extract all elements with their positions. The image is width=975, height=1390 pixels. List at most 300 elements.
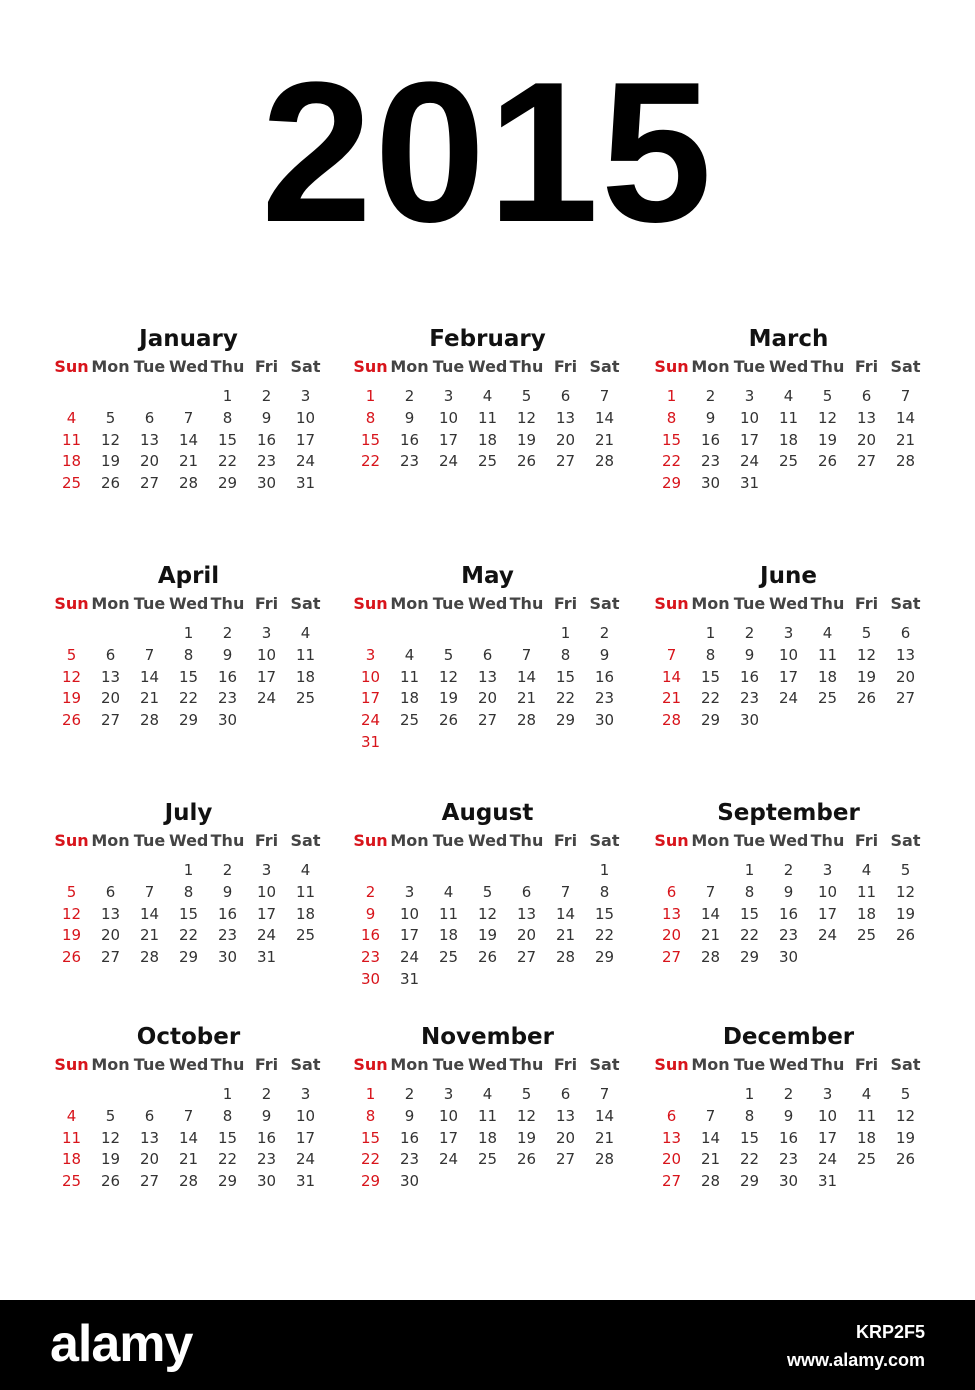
day-cell: 24	[438, 1150, 459, 1169]
weekday-header: Fri	[854, 594, 879, 613]
month-march	[652, 326, 925, 495]
day-cell: 3	[365, 645, 376, 664]
day-cell: 2	[744, 624, 755, 642]
day-cell: 3	[783, 624, 794, 642]
day-cell: 29	[360, 1172, 381, 1191]
day-cell: 8	[560, 645, 571, 664]
weekday-header: Thu	[210, 1055, 245, 1074]
day-cell: 26	[100, 1172, 121, 1191]
day-cell: 13	[516, 904, 537, 923]
month-july	[52, 800, 325, 969]
month-january	[52, 326, 325, 495]
month-title: December	[722, 1024, 855, 1050]
weekday-header: Sat	[890, 594, 921, 613]
month-grid	[652, 830, 925, 969]
month-grid	[52, 356, 325, 495]
month-title: March	[748, 326, 829, 352]
empty-cell	[351, 623, 390, 645]
day-cell: 1	[183, 861, 194, 879]
day-cell: 23	[778, 926, 799, 945]
day-cell: 15	[594, 904, 615, 923]
day-cell: 14	[700, 904, 721, 923]
day-cell: 28	[178, 1172, 199, 1191]
day-cell: 2	[705, 387, 716, 405]
empty-cell	[52, 860, 91, 882]
day-cell: 7	[705, 882, 716, 901]
day-cell: 14	[178, 430, 199, 449]
day-cell: 22	[700, 689, 721, 708]
day-cell: 7	[144, 645, 155, 664]
empty-cell	[691, 860, 730, 882]
day-cell: 17	[256, 667, 277, 686]
day-cell: 27	[555, 452, 576, 471]
day-cell: 27	[477, 711, 498, 730]
day-cell: 23	[217, 689, 238, 708]
day-cell: 7	[183, 408, 194, 427]
empty-cell	[91, 386, 130, 408]
weekday-header: Thu	[810, 594, 845, 613]
day-cell: 2	[783, 861, 794, 879]
day-cell: 28	[555, 948, 576, 967]
empty-cell	[429, 860, 468, 882]
day-cell: 26	[61, 711, 82, 730]
weekday-header: Fri	[854, 1055, 879, 1074]
empty-cell	[691, 1084, 730, 1106]
weekday-header: Fri	[254, 357, 279, 376]
day-cell: 24	[438, 452, 459, 471]
day-cell: 19	[100, 1150, 121, 1169]
day-cell: 17	[438, 430, 459, 449]
day-cell: 1	[666, 387, 677, 405]
day-cell: 9	[783, 882, 794, 901]
day-cell: 19	[856, 667, 877, 686]
day-cell: 29	[178, 711, 199, 730]
day-cell: 10	[399, 904, 420, 923]
day-cell: 31	[360, 732, 381, 751]
weekday-header: Fri	[254, 1055, 279, 1074]
day-cell: 1	[744, 861, 755, 879]
day-cell: 1	[222, 387, 233, 405]
header-gap	[52, 1076, 325, 1084]
day-cell: 13	[555, 408, 576, 427]
day-cell: 9	[404, 1106, 415, 1125]
empty-cell	[52, 1084, 91, 1106]
weekday-header: Wed	[769, 1055, 809, 1074]
header-gap	[652, 615, 925, 623]
weekday-header: Wed	[468, 831, 508, 850]
day-cell: 23	[399, 1150, 420, 1169]
day-cell: 14	[594, 408, 615, 427]
month-september	[652, 800, 925, 969]
day-cell: 24	[256, 689, 277, 708]
day-cell: 23	[217, 926, 238, 945]
weekday-header: Tue	[432, 357, 465, 376]
day-cell: 20	[477, 689, 498, 708]
day-cell: 18	[477, 430, 498, 449]
day-cell: 13	[661, 904, 682, 923]
day-cell: 2	[261, 1085, 272, 1103]
empty-cell	[130, 386, 169, 408]
day-cell: 10	[438, 1106, 459, 1125]
day-cell: 11	[477, 408, 498, 427]
weekday-header: Fri	[254, 594, 279, 613]
empty-cell	[468, 623, 507, 645]
day-cell: 31	[295, 474, 316, 493]
day-cell: 31	[399, 969, 420, 988]
day-cell: 21	[178, 1150, 199, 1169]
day-cell: 6	[105, 882, 116, 901]
day-cell: 6	[144, 408, 155, 427]
month-june	[652, 563, 925, 732]
weekday-header: Sat	[290, 594, 321, 613]
month-title: February	[429, 326, 546, 352]
day-cell: 25	[399, 711, 420, 730]
header-gap	[351, 378, 624, 386]
day-cell: 10	[438, 408, 459, 427]
day-cell: 7	[599, 1085, 610, 1103]
day-cell: 18	[856, 1128, 877, 1147]
day-cell: 6	[105, 645, 116, 664]
day-cell: 28	[594, 452, 615, 471]
day-cell: 22	[360, 452, 381, 471]
day-cell: 31	[739, 474, 760, 493]
day-cell: 7	[599, 387, 610, 405]
weekday-header: Thu	[509, 1055, 544, 1074]
day-cell: 20	[100, 926, 121, 945]
day-cell: 28	[139, 948, 160, 967]
month-grid	[52, 1054, 325, 1193]
day-cell: 18	[61, 452, 82, 471]
day-cell: 26	[61, 948, 82, 967]
day-cell: 13	[856, 408, 877, 427]
day-cell: 24	[399, 948, 420, 967]
day-cell: 10	[360, 667, 381, 686]
day-cell: 21	[594, 1128, 615, 1147]
day-cell: 13	[139, 430, 160, 449]
day-cell: 14	[516, 667, 537, 686]
day-cell: 3	[822, 861, 833, 879]
day-cell: 18	[817, 667, 838, 686]
day-cell: 2	[222, 624, 233, 642]
day-cell: 22	[217, 452, 238, 471]
weekday-header: Sat	[290, 357, 321, 376]
day-cell: 16	[700, 430, 721, 449]
day-cell: 29	[739, 948, 760, 967]
day-cell: 20	[100, 689, 121, 708]
day-cell: 24	[778, 689, 799, 708]
day-cell: 11	[295, 882, 316, 901]
weekday-header: Wed	[468, 1055, 508, 1074]
weekday-header: Sat	[589, 1055, 620, 1074]
weekday-header: Sun	[353, 831, 388, 850]
empty-cell	[91, 623, 130, 645]
empty-cell	[130, 860, 169, 882]
day-cell: 2	[404, 1085, 415, 1103]
day-cell: 11	[856, 882, 877, 901]
day-cell: 7	[560, 882, 571, 901]
weekday-header: Mon	[390, 1055, 429, 1074]
day-cell: 21	[895, 430, 916, 449]
day-cell: 4	[482, 387, 493, 405]
day-cell: 1	[183, 624, 194, 642]
month-november	[351, 1024, 624, 1193]
day-cell: 7	[900, 387, 911, 405]
day-cell: 14	[661, 667, 682, 686]
day-cell: 21	[594, 430, 615, 449]
day-cell: 6	[861, 387, 872, 405]
day-cell: 29	[217, 474, 238, 493]
day-cell: 4	[822, 624, 833, 642]
weekday-header: Fri	[553, 594, 578, 613]
day-cell: 8	[744, 882, 755, 901]
day-cell: 4	[861, 1085, 872, 1103]
day-cell: 25	[778, 452, 799, 471]
empty-cell	[130, 623, 169, 645]
day-cell: 4	[66, 1106, 77, 1125]
day-cell: 28	[700, 948, 721, 967]
day-cell: 12	[817, 408, 838, 427]
day-cell: 14	[555, 904, 576, 923]
month-grid	[351, 593, 624, 754]
day-cell: 9	[705, 408, 716, 427]
day-cell: 3	[744, 387, 755, 405]
day-cell: 11	[477, 1106, 498, 1125]
day-cell: 20	[895, 667, 916, 686]
day-cell: 16	[217, 667, 238, 686]
day-cell: 2	[404, 387, 415, 405]
day-cell: 20	[856, 430, 877, 449]
day-cell: 10	[778, 645, 799, 664]
day-cell: 22	[360, 1150, 381, 1169]
day-cell: 24	[256, 926, 277, 945]
day-cell: 22	[217, 1150, 238, 1169]
day-cell: 5	[900, 861, 911, 879]
day-cell: 9	[261, 408, 272, 427]
day-cell: 12	[61, 904, 82, 923]
day-cell: 8	[222, 408, 233, 427]
month-may	[351, 563, 624, 754]
day-cell: 25	[477, 452, 498, 471]
day-cell: 7	[666, 645, 677, 664]
day-cell: 12	[477, 904, 498, 923]
weekday-header: Tue	[733, 357, 766, 376]
day-cell: 5	[822, 387, 833, 405]
day-cell: 18	[295, 667, 316, 686]
month-grid	[652, 1054, 925, 1193]
empty-cell	[652, 1084, 691, 1106]
weekday-header: Sun	[654, 831, 689, 850]
day-cell: 17	[817, 1128, 838, 1147]
day-cell: 7	[144, 882, 155, 901]
weekday-header: Thu	[810, 357, 845, 376]
day-cell: 28	[895, 452, 916, 471]
day-cell: 12	[895, 882, 916, 901]
weekday-header: Mon	[691, 357, 730, 376]
weekday-header: Wed	[769, 831, 809, 850]
day-cell: 27	[139, 474, 160, 493]
day-cell: 30	[360, 969, 381, 988]
day-cell: 15	[178, 904, 199, 923]
day-cell: 28	[661, 711, 682, 730]
month-grid	[652, 593, 925, 732]
month-december	[652, 1024, 925, 1193]
day-cell: 31	[256, 948, 277, 967]
month-title: July	[164, 800, 213, 826]
day-cell: 16	[256, 1128, 277, 1147]
day-cell: 29	[661, 474, 682, 493]
empty-cell	[390, 860, 429, 882]
day-cell: 22	[555, 689, 576, 708]
empty-cell	[652, 623, 691, 645]
day-cell: 1	[222, 1085, 233, 1103]
weekday-header: Sat	[290, 1055, 321, 1074]
day-cell: 30	[700, 474, 721, 493]
day-cell: 23	[360, 948, 381, 967]
header-gap	[652, 378, 925, 386]
day-cell: 26	[438, 711, 459, 730]
day-cell: 1	[560, 624, 571, 642]
empty-cell	[130, 1084, 169, 1106]
weekday-header: Wed	[468, 594, 508, 613]
month-august	[351, 800, 624, 991]
day-cell: 3	[443, 1085, 454, 1103]
day-cell: 8	[705, 645, 716, 664]
empty-cell	[351, 860, 390, 882]
day-cell: 15	[360, 430, 381, 449]
weekday-header: Wed	[468, 357, 508, 376]
day-cell: 27	[856, 452, 877, 471]
empty-cell	[91, 860, 130, 882]
day-cell: 15	[217, 430, 238, 449]
day-cell: 8	[183, 882, 194, 901]
day-cell: 13	[555, 1106, 576, 1125]
day-cell: 6	[900, 624, 911, 642]
day-cell: 13	[477, 667, 498, 686]
site-url: www.alamy.com	[786, 1350, 925, 1370]
day-cell: 1	[599, 861, 610, 879]
weekday-header: Tue	[133, 1055, 166, 1074]
day-cell: 18	[399, 689, 420, 708]
day-cell: 19	[516, 1128, 537, 1147]
day-cell: 21	[661, 689, 682, 708]
day-cell: 5	[66, 882, 77, 901]
day-cell: 11	[817, 645, 838, 664]
day-cell: 3	[404, 882, 415, 901]
day-cell: 17	[360, 689, 381, 708]
day-cell: 25	[438, 948, 459, 967]
day-cell: 11	[295, 645, 316, 664]
day-cell: 6	[144, 1106, 155, 1125]
weekday-header: Mon	[91, 594, 130, 613]
day-cell: 13	[661, 1128, 682, 1147]
day-cell: 19	[61, 689, 82, 708]
day-cell: 14	[895, 408, 916, 427]
day-cell: 17	[739, 430, 760, 449]
weekday-header: Tue	[432, 1055, 465, 1074]
day-cell: 19	[100, 452, 121, 471]
day-cell: 13	[895, 645, 916, 664]
weekday-header: Sun	[54, 831, 89, 850]
year-title: 2015	[261, 41, 714, 264]
day-cell: 16	[739, 667, 760, 686]
day-cell: 9	[261, 1106, 272, 1125]
month-february	[351, 326, 624, 473]
day-cell: 18	[61, 1150, 82, 1169]
month-grid	[652, 356, 925, 495]
weekday-header: Thu	[210, 357, 245, 376]
day-cell: 18	[438, 926, 459, 945]
day-cell: 30	[778, 948, 799, 967]
day-cell: 15	[217, 1128, 238, 1147]
watermark-footer	[0, 1300, 975, 1390]
day-cell: 11	[438, 904, 459, 923]
day-cell: 22	[739, 1150, 760, 1169]
weekday-header: Wed	[169, 357, 209, 376]
day-cell: 25	[856, 926, 877, 945]
day-cell: 30	[217, 711, 238, 730]
day-cell: 10	[739, 408, 760, 427]
weekday-header: Thu	[210, 594, 245, 613]
empty-cell	[169, 386, 208, 408]
day-cell: 10	[256, 882, 277, 901]
weekday-header: Tue	[432, 831, 465, 850]
day-cell: 27	[555, 1150, 576, 1169]
day-cell: 30	[256, 1172, 277, 1191]
weekday-header: Mon	[691, 594, 730, 613]
day-cell: 14	[139, 667, 160, 686]
weekday-header: Sun	[353, 594, 388, 613]
day-cell: 17	[295, 430, 316, 449]
month-title: May	[461, 563, 514, 589]
weekday-header: Sun	[54, 357, 89, 376]
day-cell: 21	[516, 689, 537, 708]
day-cell: 19	[895, 904, 916, 923]
day-cell: 21	[178, 452, 199, 471]
day-cell: 14	[594, 1106, 615, 1125]
weekday-header: Sun	[654, 594, 689, 613]
day-cell: 3	[443, 387, 454, 405]
day-cell: 16	[360, 926, 381, 945]
day-cell: 9	[365, 904, 376, 923]
day-cell: 9	[222, 645, 233, 664]
day-cell: 30	[778, 1172, 799, 1191]
day-cell: 25	[856, 1150, 877, 1169]
weekday-header: Sat	[589, 831, 620, 850]
month-grid	[351, 356, 624, 473]
day-cell: 22	[739, 926, 760, 945]
day-cell: 5	[900, 1085, 911, 1103]
day-cell: 17	[817, 904, 838, 923]
weekday-header: Fri	[553, 1055, 578, 1074]
empty-cell	[91, 1084, 130, 1106]
weekday-header: Sat	[589, 594, 620, 613]
day-cell: 16	[399, 1128, 420, 1147]
month-title: June	[760, 563, 817, 589]
day-cell: 27	[100, 711, 121, 730]
weekday-header: Tue	[133, 594, 166, 613]
day-cell: 28	[139, 711, 160, 730]
day-cell: 28	[178, 474, 199, 493]
day-cell: 15	[661, 430, 682, 449]
day-cell: 28	[700, 1172, 721, 1191]
day-cell: 3	[261, 861, 272, 879]
empty-cell	[652, 860, 691, 882]
day-cell: 6	[560, 1085, 571, 1103]
day-cell: 6	[666, 882, 677, 901]
weekday-header: Mon	[390, 831, 429, 850]
day-cell: 20	[555, 430, 576, 449]
weekday-header: Wed	[169, 594, 209, 613]
